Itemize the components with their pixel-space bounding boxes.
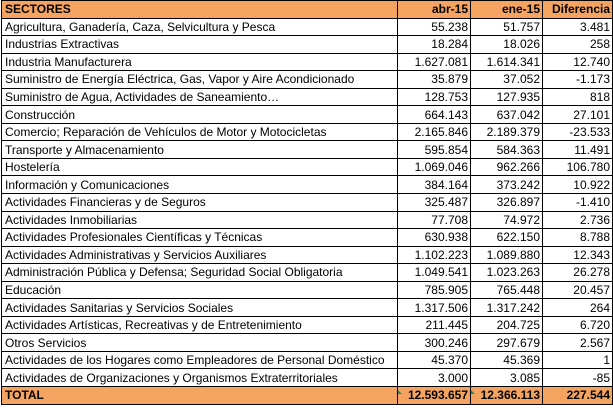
sector-cell[interactable]: Industrias Extractivas — [2, 36, 398, 54]
table-row — [2, 211, 613, 229]
ene-15-cell[interactable]: 1.614.341 — [471, 53, 543, 71]
ene-15-cell[interactable]: 765.448 — [471, 281, 543, 299]
table-row — [2, 299, 613, 317]
total-label[interactable]: TOTAL — [2, 387, 398, 405]
ene-15-cell[interactable]: 637.042 — [471, 106, 543, 124]
ene-15-cell[interactable]: 1.023.263 — [471, 264, 543, 282]
sector-cell[interactable]: Administración Pública y Defensa; Seguridad Social Obligatoria — [2, 264, 398, 282]
sector-cell[interactable]: Agricultura, Ganadería, Caza, Selvicultura y Pesca — [2, 18, 398, 36]
abr-15-cell[interactable]: 664.143 — [398, 106, 471, 124]
abr-15-cell[interactable]: 300.246 — [398, 334, 471, 352]
ene-15-cell[interactable]: 326.897 — [471, 194, 543, 212]
total-row — [2, 387, 613, 405]
abr-15-cell[interactable]: 630.938 — [398, 229, 471, 247]
abr-15-cell[interactable]: 3.000 — [398, 369, 471, 387]
table-row — [2, 158, 613, 176]
header-difference[interactable]: Diferencia — [543, 1, 613, 19]
sector-cell[interactable]: Comercio; Reparación de Vehículos de Motor y Motocicletas — [2, 123, 398, 141]
sector-cell[interactable]: Actividades Sanitarias y Servicios Sociales — [2, 299, 398, 317]
table-row — [2, 176, 613, 194]
ene-15-cell[interactable]: 373.242 — [471, 176, 543, 194]
ene-15-cell[interactable]: 1.317.242 — [471, 299, 543, 317]
difference-cell[interactable]: 20.457 — [543, 281, 613, 299]
ene-15-cell[interactable]: 622.150 — [471, 229, 543, 247]
sector-cell[interactable]: Actividades Artísticas, Recreativas y de Entretenimiento — [2, 316, 398, 334]
table-row — [2, 281, 613, 299]
table-row — [2, 53, 613, 71]
table-row — [2, 141, 613, 159]
difference-cell[interactable]: 6.720 — [543, 316, 613, 334]
difference-cell[interactable]: 8.788 — [543, 229, 613, 247]
difference-cell[interactable]: 27.101 — [543, 106, 613, 124]
difference-cell[interactable]: 264 — [543, 299, 613, 317]
difference-cell[interactable]: 106.780 — [543, 158, 613, 176]
abr-15-cell[interactable]: 1.049.541 — [398, 264, 471, 282]
table-row — [2, 351, 613, 369]
sector-cell[interactable]: Hostelería — [2, 158, 398, 176]
difference-cell[interactable]: 10.922 — [543, 176, 613, 194]
sector-cell[interactable]: Actividades Administrativas y Servicios Auxiliares — [2, 246, 398, 264]
sector-cell[interactable]: Actividades Profesionales Científicas y Técnicas — [2, 229, 398, 247]
total-ene-15[interactable]: 12.366.113 — [471, 387, 543, 405]
ene-15-cell[interactable]: 584.363 — [471, 141, 543, 159]
sector-cell[interactable]: Construcción — [2, 106, 398, 124]
header-sector[interactable]: SECTORES — [2, 1, 398, 19]
ene-15-cell[interactable]: 18.026 — [471, 36, 543, 54]
abr-15-cell[interactable]: 2.165.846 — [398, 123, 471, 141]
abr-15-cell[interactable]: 595.854 — [398, 141, 471, 159]
table-body — [2, 18, 613, 386]
sector-cell[interactable]: Actividades de los Hogares como Empleadores de Personal Doméstico — [2, 351, 398, 369]
abr-15-cell[interactable]: 55.238 — [398, 18, 471, 36]
sector-cell[interactable]: Actividades Inmobiliarias — [2, 211, 398, 229]
difference-cell[interactable]: 818 — [543, 88, 613, 106]
total-abr-15[interactable]: 12.593.657 — [398, 387, 471, 405]
table-row — [2, 88, 613, 106]
cell-error-indicator-icon — [471, 390, 475, 394]
abr-15-cell[interactable]: 785.905 — [398, 281, 471, 299]
ene-15-cell[interactable]: 2.189.379 — [471, 123, 543, 141]
sector-cell[interactable]: Actividades Financieras y de Seguros — [2, 194, 398, 212]
difference-cell[interactable]: -85 — [543, 369, 613, 387]
cell-error-indicator-icon — [398, 390, 402, 394]
table-row — [2, 123, 613, 141]
sector-cell[interactable]: Transporte y Almacenamiento — [2, 141, 398, 159]
difference-cell[interactable]: 2.736 — [543, 211, 613, 229]
difference-cell[interactable]: 2.567 — [543, 334, 613, 352]
abr-15-cell[interactable]: 35.879 — [398, 71, 471, 89]
table-row — [2, 18, 613, 36]
ene-15-cell[interactable]: 962.266 — [471, 158, 543, 176]
abr-15-cell[interactable]: 211.445 — [398, 316, 471, 334]
total-difference[interactable]: 227.544 — [543, 387, 613, 405]
abr-15-cell[interactable]: 45.370 — [398, 351, 471, 369]
ene-15-cell[interactable]: 297.679 — [471, 334, 543, 352]
ene-15-cell[interactable]: 1.089.880 — [471, 246, 543, 264]
table-row — [2, 334, 613, 352]
ene-15-cell[interactable]: 127.935 — [471, 88, 543, 106]
header-ene-15[interactable]: ene-15 — [471, 1, 543, 19]
table-row — [2, 194, 613, 212]
ene-15-cell[interactable]: 37.052 — [471, 71, 543, 89]
ene-15-cell[interactable]: 45.369 — [471, 351, 543, 369]
table-row — [2, 71, 613, 89]
sector-cell[interactable]: Suministro de Agua, Actividades de Saneamiento… — [2, 88, 398, 106]
table-row — [2, 229, 613, 247]
ene-15-cell[interactable]: 204.725 — [471, 316, 543, 334]
sector-cell[interactable]: Suministro de Energía Eléctrica, Gas, Vapor y Aire Acondicionado — [2, 71, 398, 89]
table-row — [2, 246, 613, 264]
sectors-table — [1, 0, 613, 405]
table-row — [2, 264, 613, 282]
table-row — [2, 316, 613, 334]
abr-15-cell[interactable]: 18.284 — [398, 36, 471, 54]
difference-cell[interactable]: 26.278 — [543, 264, 613, 282]
sector-cell[interactable]: Otros Servicios — [2, 334, 398, 352]
sector-cell[interactable]: Educación — [2, 281, 398, 299]
abr-15-cell[interactable]: 1.069.046 — [398, 158, 471, 176]
difference-cell[interactable]: 12.343 — [543, 246, 613, 264]
sector-cell[interactable]: Información y Comunicaciones — [2, 176, 398, 194]
ene-15-cell[interactable]: 51.757 — [471, 18, 543, 36]
difference-cell[interactable]: -1.410 — [543, 194, 613, 212]
difference-cell[interactable]: 3.481 — [543, 18, 613, 36]
sector-cell[interactable]: Industria Manufacturera — [2, 53, 398, 71]
sector-cell[interactable]: Actividades de Organizaciones y Organismos Extraterritoriales — [2, 369, 398, 387]
table-row — [2, 36, 613, 54]
abr-15-cell[interactable]: 77.708 — [398, 211, 471, 229]
difference-cell[interactable]: 12.740 — [543, 53, 613, 71]
table-row — [2, 369, 613, 387]
difference-cell[interactable]: 258 — [543, 36, 613, 54]
header-row — [2, 1, 613, 19]
difference-cell[interactable]: 11.491 — [543, 141, 613, 159]
abr-15-cell[interactable]: 384.164 — [398, 176, 471, 194]
abr-15-cell[interactable]: 1.627.081 — [398, 53, 471, 71]
difference-cell[interactable]: -23.533 — [543, 123, 613, 141]
abr-15-cell[interactable]: 325.487 — [398, 194, 471, 212]
abr-15-cell[interactable]: 1.317.506 — [398, 299, 471, 317]
abr-15-cell[interactable]: 128.753 — [398, 88, 471, 106]
table-row — [2, 106, 613, 124]
abr-15-cell[interactable]: 1.102.223 — [398, 246, 471, 264]
difference-cell[interactable]: 1 — [543, 351, 613, 369]
difference-cell[interactable]: -1.173 — [543, 71, 613, 89]
ene-15-cell[interactable]: 3.085 — [471, 369, 543, 387]
ene-15-cell[interactable]: 74.972 — [471, 211, 543, 229]
header-abr-15[interactable]: abr-15 — [398, 1, 471, 19]
